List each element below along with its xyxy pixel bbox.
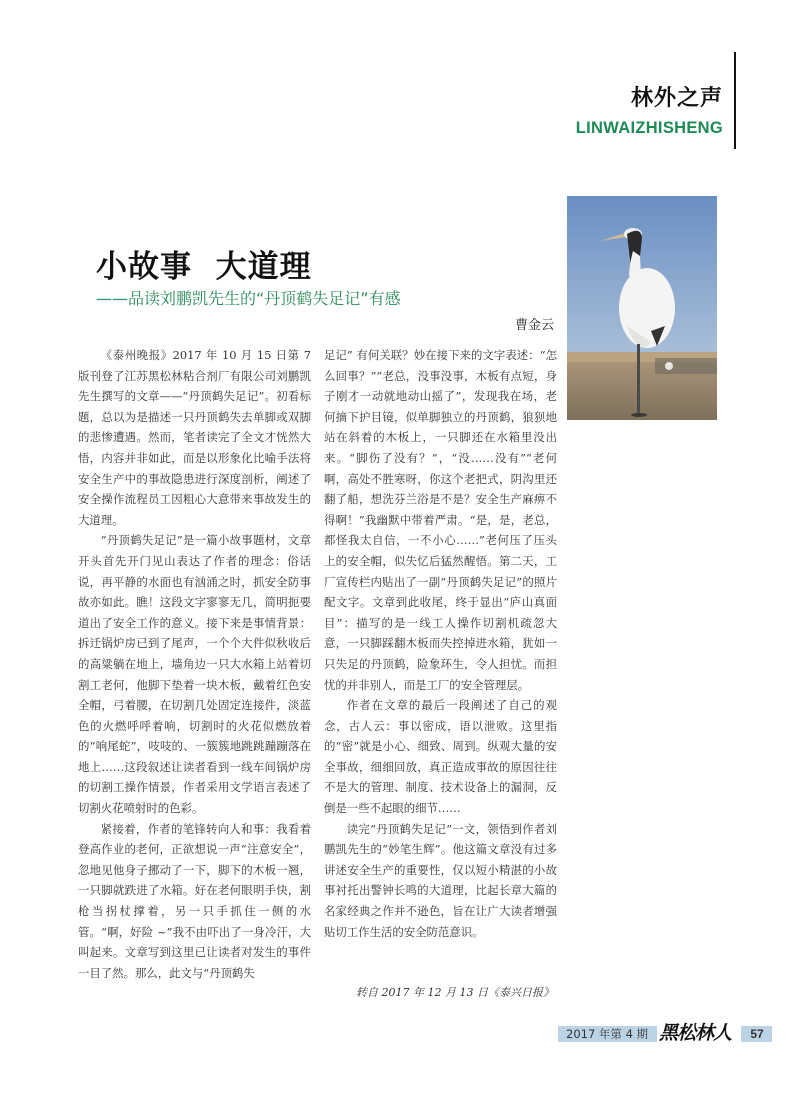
article-column-2 (324, 345, 557, 942)
article-column-1 (78, 345, 311, 983)
paragraph: 《泰州晚报》2017 年 10 月 15 日第 7 版刊登了江苏黑松林粘合剂厂有限公司刘鹏凯先生撰写的文章——“丹顶鹤失足记”。初看标题，总以为是描述一只丹顶鹤失去单脚或双脚的悲惨遭遇。然而，笔者读完了全文才恍然大悟，内容并非如此，而是以形象化比喻手法将安全生产中的事故隐患进行深度剖析，阐述了安全操作流程员工因粗心大意带来事故发生的大道理。 (78, 348, 311, 527)
section-title-en: LINWAIZHISHENG (575, 119, 723, 137)
article-author: 曹金云 (514, 318, 554, 333)
paragraph: 足记” 有何关联？妙在接下来的文字表述：“怎么回事？”“老总，没事没事，木板有点短，身子刚才一动就地动山摇了”，发现我在场，老何摘下护目镜，似单脚独立的丹顶鹤，狼狈地站在斜着的木板上，一只脚还在水箱里没出来。“脚伤了没有？”，“没……没有”“老何啊，高处不胜寒呀，你这个老把式，阴沟里还翻了船，想洗芬兰浴是不是？安全生产麻痹不得啊！”我幽默中带着严肃。“是，是，老总，都怪我太自信，一不小心……”老何压了压头上的安全帽，似失忆后猛然醒悟。第二天，工厂宣传栏内贴出了一副“丹顶鹤失足记”的照片配文字。文章到此收尾，终于显出“庐山真面目”：描写的是一线工人操作切割机疏忽大意，一只脚踩翻木板而失控掉进水箱，犹如一只失足的丹顶鹤，险象环生，令人担忧。而担忧的并非别人，而是工厂的安全管理层。 (324, 348, 557, 692)
header-divider (734, 52, 736, 149)
magazine-logo: 黑松林人 (659, 1022, 732, 1044)
page-number: 57 (750, 1027, 764, 1041)
paragraph: 读完“丹顶鹤失足记”一文，领悟到作者刘鹏凯先生的“妙笔生辉”。他这篇文章没有过多讲述安全生产的重要性，仅以短小精湛的小故事衬托出警钟长鸣的大道理，比起长章大篇的名家经典之作并不逊色，旨在让广大读者增强贴切工作生活的安全防范意识。 (324, 821, 557, 939)
crane-illustration-icon (567, 196, 717, 420)
section-title-cn: 林外之声 (630, 86, 723, 111)
red-crowned-crane-photo (567, 196, 717, 420)
paragraph: “丹顶鹤失足记”是一篇小故事题材，文章开头首先开门见山表达了作者的理念：俗话说，再平静的水面也有汹涌之时，抓安全防事故亦如此。瞧！这段文字寥寥无几，简明扼要道出了安全工作的意义。接下来是事情背景：拆迁锅炉房已到了尾声，一个个大件似秋收后的高粱躺在地上，墙角边一只大水箱上站着切割工老何，他脚下垫着一块木板，戴着红色安全帽，弓着腰，在切割几处固定连接件，淡蓝色的火燃呼呼着响，切割时的火花似燃放着的“响尾蛇”，吱吱的、一簇簇地跳跳蹦蹦落在地上……这段叙述让读者看到一线车间锅炉房的切割工操作情景，作者采用文学语言表述了切割火花喷射时的色彩。 (78, 533, 311, 816)
article-source: 转自 2017 年 12 月 13 日《泰兴日报》 (356, 986, 554, 999)
article-title: 小故事 大道理 (96, 249, 312, 285)
paragraph: 紧接着，作者的笔锋转向人和事：我看着登高作业的老何，正欲想说一声“注意安全”，忽地见他身子挪动了一下，脚下的木板一翘，一只脚就跌进了水箱。好在老何眼明手快，割枪当拐杖撑着，另一只手抓住一侧的水管。“啊，好险 ~”我不由吓出了一身冷汗，大叫起来。文章写到这里已让读者对发生的事件一目了然。那么，此文与“丹顶鹤失 (78, 821, 311, 980)
issue-label: 2017 年第 4 期 (566, 1027, 649, 1041)
paragraph: 作者在文章的最后一段阐述了自己的观念，古人云：事以密成，语以泄败。这里指的“密”就是小心、细致、周到。纵观大量的安全事故，细细回放，真正造成事故的原因往往不是大的管理、制度、技术设备上的漏洞，反倒是一些不起眼的细节…… (324, 698, 557, 816)
article-subtitle: ——品读刘鹏凯先生的“丹顶鹤失足记”有感 (96, 289, 401, 308)
